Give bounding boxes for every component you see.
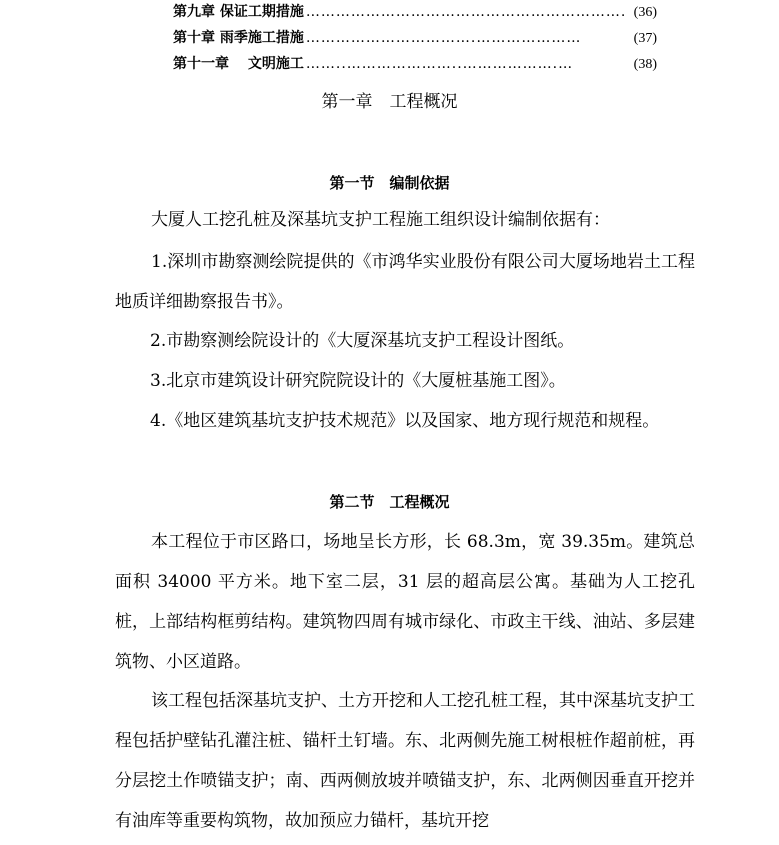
list-item: 1.深圳市勘察测绘院提供的《市鸿华实业股份有限公司大厦场地岩土工程地质详细勘察报告书》。	[115, 252, 695, 312]
toc-title: 第十一章 文明施工	[173, 56, 304, 72]
chapter-title: 第一章 工程概况	[321, 92, 458, 112]
section-intro: 大厦人工挖孔桩及深基坑支护工程施工组织设计编制依据有：	[151, 210, 610, 230]
toc-entry	[173, 0, 657, 24]
toc-entry	[173, 26, 657, 50]
toc-leader: …………………………….…………………	[305, 30, 582, 46]
toc-page-number: (38)	[633, 57, 657, 72]
toc-title: 第九章 保证工期措施	[173, 4, 304, 20]
list-item: 4.《地区建筑基坑支护技术规范》以及国家、地方现行规范和规程。	[150, 411, 660, 431]
body-paragraph: 本工程位于市区路口，场地呈长方形，长 68.3m，宽 39.35m。建筑总面积 34000 平方米。地下室二层，31 层的超高层公寓。基础为人工挖孔桩，上部结构框剪结构。建筑物四周有城市绿化、市政主干线、油站、多层建筑物、小区道路。	[115, 532, 695, 672]
list-item: 3.北京市建筑设计研究院院设计的《大厦桩基施工图》。	[150, 371, 566, 391]
toc-entry	[173, 52, 657, 76]
toc-page-number: (36)	[633, 5, 657, 20]
section-title: 第二节 工程概况	[329, 493, 450, 511]
section-title: 第一节 编制依据	[329, 174, 450, 192]
list-item: 2.市勘察测绘院设计的《大厦深基坑支护工程设计图纸。	[150, 331, 575, 351]
toc-leader: ……………………………………………………….	[305, 4, 627, 20]
toc-title: 第十章 雨季施工措施	[173, 30, 304, 46]
body-paragraph: 该工程包括深基坑支护、土方开挖和人工挖孔桩工程，其中深基坑支护工程包括护壁钻孔灌注桩、锚杆土钉墙。东、北两侧先施工树根桩作超前桩，再分层挖土作喷锚支护；南、西两侧放坡并喷锚支护，东、北两侧因垂直开挖并有油库等重要构筑物，故加预应力锚杆，基坑开挖	[115, 691, 695, 831]
toc-leader: ……..…………………..……………….…	[305, 56, 574, 72]
toc-page-number: (37)	[633, 31, 657, 46]
